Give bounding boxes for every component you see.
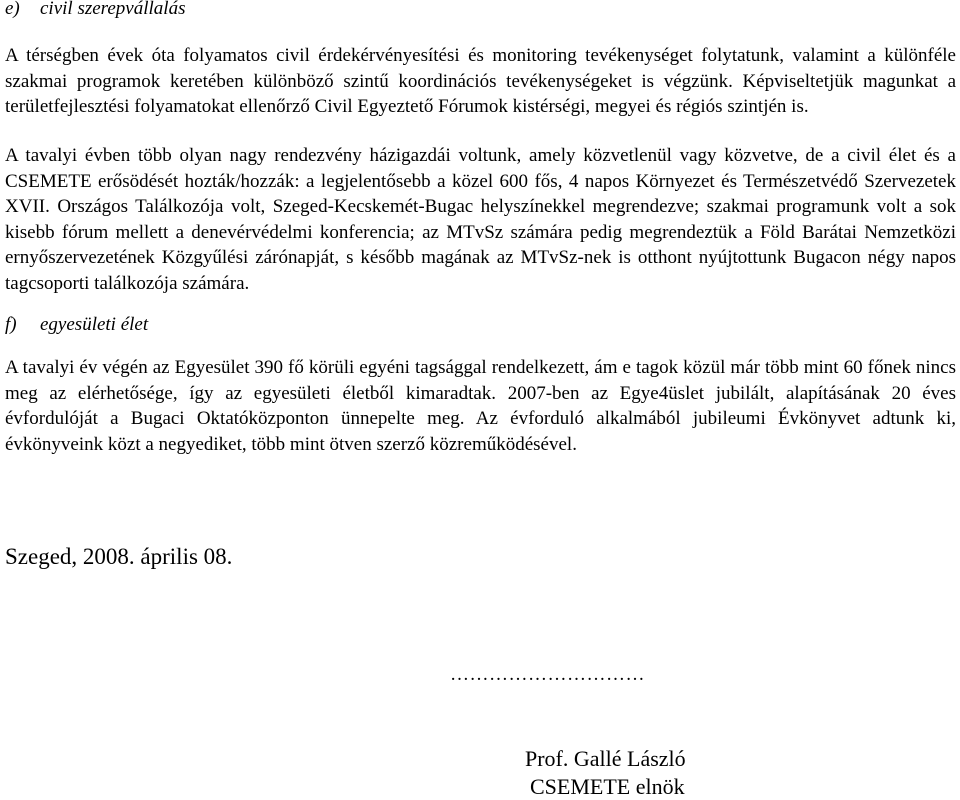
signer-name: Prof. Gallé László <box>525 746 686 771</box>
section-e-paragraph-2: A tavalyi évben több olyan nagy rendezvény házigazdái voltunk, amely közvetlenül vagy közvetve, de a civil élet és a CSEMETE erősödését hozták/hozzák: a legjelentősebb a közel 600 fős, 4 napos Környezet és Természetvédő Szervezetek XVII. Országos Találkozója volt, Szeged-Kecskemét-Bugac helyszínekkel megrendezve; szakmai programunk volt a sok kisebb fórum mellett a denevérvédelmi konferencia; az MTvSz számára pedig megrendeztük a Föld Barátai Nemzetközi ernyőszervezetének Közgyűlési zárónapját, s később magának az MTvSz-nek is otthont nyújtottunk Bugacon négy napos tagcsoporti találkozója számára. <box>5 145 956 294</box>
section-e-title: civil szerepvállalás <box>40 0 186 19</box>
section-f-heading <box>5 314 148 336</box>
place-date: Szeged, 2008. április 08. <box>5 544 233 569</box>
signer-title: CSEMETE elnök <box>530 774 685 799</box>
section-f-marker: f) <box>5 314 17 335</box>
section-e-heading <box>5 0 185 20</box>
section-e-marker: e) <box>5 0 20 19</box>
signature-line: ………………………… <box>450 664 645 685</box>
section-e-paragraph-1: A térségben évek óta folyamatos civil érdekérvényesítési és monitoring tevékenységet folytatunk, valamint a különféle szakmai programok keretében különböző szintű koordinációs tevékenységeket is végzünk. Képviseltetjük magunkat a területfejlesztési folyamatokat ellenőrző Civil Egyeztető Fórumok kistérségi, megyei és régiós szintjén is. <box>5 45 956 117</box>
section-f-title: egyesületi élet <box>40 314 149 335</box>
section-f-paragraph-1: A tavalyi év végén az Egyesület 390 fő körüli egyéni tagsággal rendelkezett, ám e tagok közül már több mint 60 főnek nincs meg az elérhetősége, így az egyesületi életből kimaradtak. 2007-ben az Egye4üslet jubilált, alapításának 20 éves évfordulóját a Bugaci Oktatóközponton ünnepelte meg. Az évforduló alkalmából jubileumi Évkönyvet adtunk ki, évkönyveink közt a negyediket, több mint ötven szerző közreműködésével. <box>5 357 956 455</box>
